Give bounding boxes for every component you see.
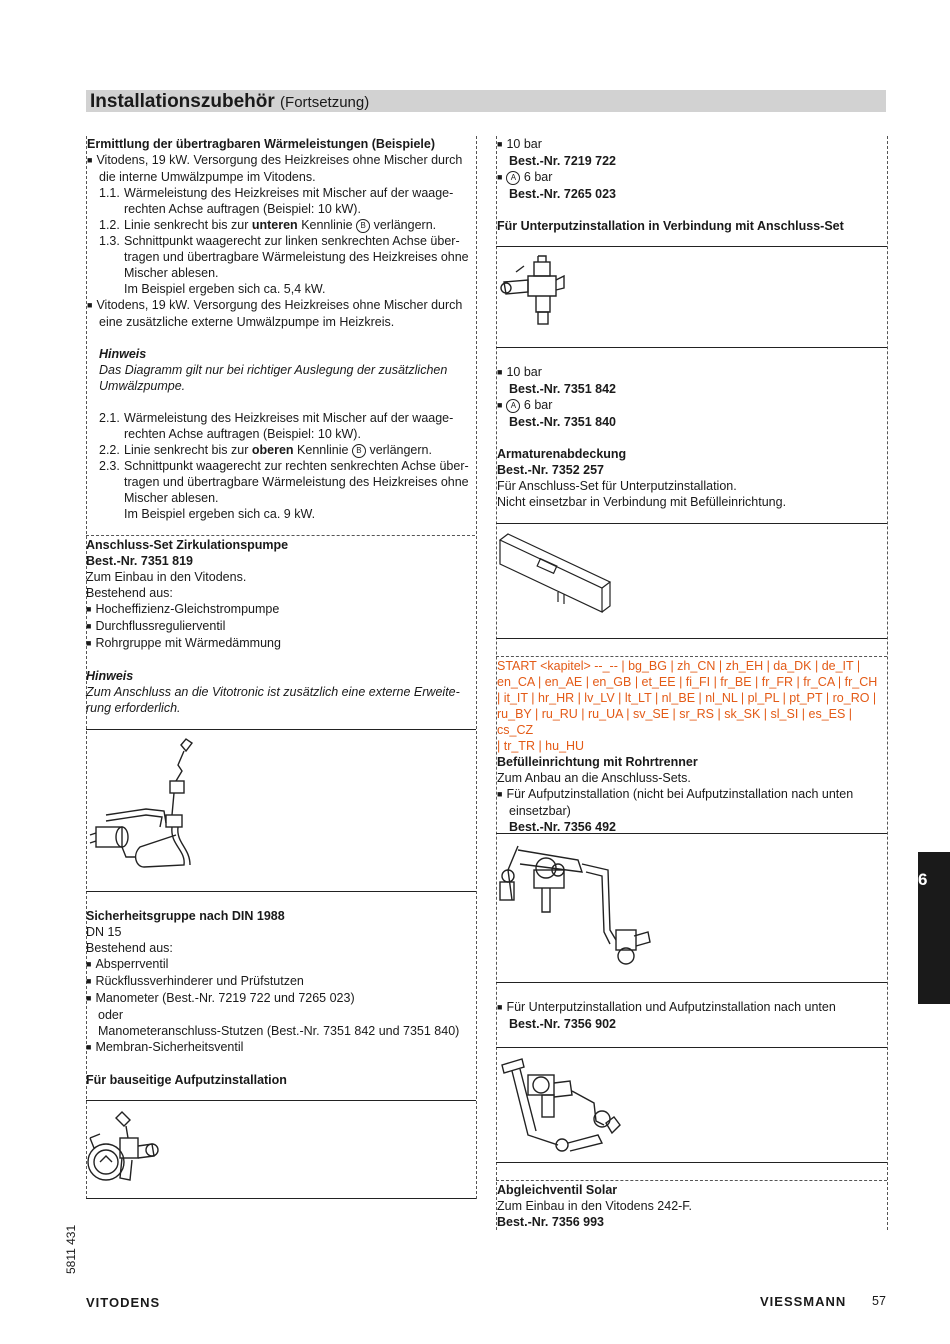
list-item-cont: die interne Umwälzpumpe im Vitodens. — [99, 170, 316, 184]
circulation-pump-illustration — [86, 735, 286, 885]
section-heading: Armaturenabdeckung — [497, 447, 627, 461]
body-text: DN 15 — [86, 925, 122, 939]
language-marker: START <kapitel> --_-- | bg_BG | zh_CN | zh_EH | da_DK | de_IT | — [497, 659, 861, 673]
subheading: Für bauseitige Aufputzinstallation — [86, 1073, 287, 1087]
step-number: 1.2. — [99, 218, 120, 232]
hint-text: Das Diagramm gilt nur bei richtiger Auslegung der zusätzlichen — [99, 363, 448, 377]
page-subtitle: (Fortsetzung) — [280, 94, 370, 111]
step-text: Mischer ablesen. — [124, 266, 219, 280]
list-item-cont: Manometeranschluss-Stutzen (Best.-Nr. 7351 842 und 7351 840) — [98, 1024, 460, 1038]
language-marker: ru_BY | ru_RU | ru_UA | sv_SE | sr_RS | sk_SK | sl_SI | es_ES | cs_CZ — [497, 707, 853, 737]
step-text-bold: oberen — [251, 443, 294, 457]
step-text: Im Beispiel ergeben sich ca. 5,4 kW. — [124, 282, 326, 296]
list-item: ■ Für Aufputzinstallation (nicht bei Aufputzinstallation nach unten — [497, 786, 889, 803]
list-item: 6 bar — [523, 170, 553, 184]
solar-balancing-valve-section — [497, 1182, 887, 1230]
list-item-cont: einsetzbar) — [509, 804, 571, 818]
order-number: Best.-Nr. 7356 902 — [509, 1017, 617, 1031]
page-number: 57 — [872, 1294, 886, 1308]
callout-badge: A — [506, 171, 520, 185]
step-text: tragen und übertragbare Wärmeleistung des Heizkreises ohne — [124, 475, 469, 489]
divider — [496, 1180, 887, 1181]
divider — [496, 833, 887, 834]
language-marker: en_CA | en_AE | en_GB | et_EE | fi_FI | fr_BE | fr_FR | fr_CA | fr_CH — [497, 675, 878, 689]
divider — [496, 982, 887, 983]
step-text: Kennlinie — [301, 218, 353, 232]
list-item: ■ Durchflussregulierventil — [86, 618, 475, 635]
section-heading: Anschluss-Set Zirkulationspumpe — [86, 538, 289, 552]
hint-title: Hinweis — [99, 347, 147, 361]
circulation-pump-section — [86, 537, 475, 716]
step-text-bold: unteren — [251, 218, 298, 232]
filling-device-variant-illustration — [498, 1055, 648, 1155]
divider — [496, 523, 887, 524]
chapter-tab[interactable] — [918, 852, 950, 1004]
body-text: Für Anschluss-Set für Unterputzinstallation. — [497, 479, 737, 493]
divider — [496, 246, 887, 247]
list-item-cont: eine zusätzliche externe Umwälzpumpe im Heizkreis. — [99, 315, 395, 329]
body-text: Zum Einbau in den Vitodens 242-F. — [497, 1199, 693, 1213]
manometer-stub-section — [497, 364, 887, 510]
order-number: Best.-Nr. 7356 993 — [497, 1215, 605, 1229]
divider — [86, 729, 476, 730]
list-item-cont: oder — [98, 1008, 124, 1022]
step-number: 1.1. — [99, 186, 120, 200]
order-number: Best.-Nr. 7351 842 — [509, 382, 617, 396]
divider — [496, 1047, 887, 1048]
order-number: Best.-Nr. 7356 492 — [509, 820, 617, 834]
callout-badge: B — [356, 219, 370, 233]
section-heading: Ermittlung der übertragbaren Wärmeleistungen (Beispiele) — [87, 137, 435, 151]
chapter-number: 6 — [918, 870, 928, 889]
step-number: 2.1. — [99, 411, 120, 425]
filling-device-illustration — [498, 840, 668, 970]
body-text: Bestehend aus: — [86, 586, 173, 600]
body-text: Zum Einbau in den Vitodens. — [86, 570, 247, 584]
list-item: ■ Vitodens, 19 kW. Versorgung des Heizkreises ohne Mischer durch — [87, 297, 476, 314]
hint-text: Umwälzpumpe. — [99, 379, 186, 393]
step-text: Mischer ablesen. — [124, 491, 219, 505]
list-item: ■ Rückflussverhinderer und Prüfstutzen — [86, 973, 475, 990]
callout-badge: B — [352, 444, 366, 458]
filling-device-section — [497, 658, 889, 835]
step-text: verlängern. — [369, 443, 432, 457]
divider — [496, 656, 887, 657]
hint-text: Zum Anschluss an die Vitotronic ist zusätzlich eine externe Erweite- — [86, 685, 460, 699]
filling-device-variant — [497, 999, 887, 1032]
language-marker: | tr_TR | hu_HU — [497, 739, 585, 753]
section-header — [86, 90, 886, 112]
divider — [86, 535, 475, 536]
step-text: verlängern. — [373, 218, 437, 232]
order-number: Best.-Nr. 7351 819 — [86, 554, 194, 568]
brand-logo: VIESSMANN — [760, 1294, 847, 1309]
step-text: Schnittpunkt waagerecht zur linken senkrechten Achse über- — [124, 234, 460, 248]
step-text: rechten Achse auftragen (Beispiel: 10 kW). — [124, 427, 361, 441]
subheading: Für Unterputzinstallation in Verbindung mit Anschluss-Set — [497, 219, 844, 233]
step-text: rechten Achse auftragen (Beispiel: 10 kW). — [124, 202, 361, 216]
divider — [496, 347, 887, 348]
body-text: Bestehend aus: — [86, 941, 173, 955]
divider — [496, 638, 887, 639]
hint-text: rung erforderlich. — [86, 701, 181, 715]
language-marker: | it_IT | hr_HR | lv_LV | lt_LT | nl_BE | nl_NL | pl_PL | pt_PT | ro_RO | — [497, 691, 877, 705]
divider — [496, 1162, 887, 1163]
step-text: Schnittpunkt waagerecht zur rechten senkrechten Achse über- — [124, 459, 469, 473]
list-item: ■ 10 bar — [497, 136, 887, 153]
list-item: ■ Rohrgruppe mit Wärmedämmung — [86, 635, 475, 652]
step-text: Im Beispiel ergeben sich ca. 9 kW. — [124, 507, 316, 521]
step-number: 2.2. — [99, 443, 120, 457]
body-text: Nicht einsetzbar in Verbindung mit Befülleinrichtung. — [497, 495, 787, 509]
list-item: ■ Für Unterputzinstallation und Aufputzinstallation nach unten — [497, 999, 887, 1016]
section-heading: Befülleinrichtung mit Rohrtrenner — [497, 755, 698, 769]
list-item: ■ Manometer (Best.-Nr. 7219 722 und 7265 023) — [86, 990, 475, 1007]
step-text: Kennlinie — [297, 443, 349, 457]
order-number: Best.-Nr. 7219 722 — [509, 154, 617, 168]
section-heading: Sicherheitsgruppe nach DIN 1988 — [86, 909, 285, 923]
callout-badge: A — [506, 399, 520, 413]
divider — [86, 891, 476, 892]
order-number: Best.-Nr. 7352 257 — [497, 463, 605, 477]
step-text: Wärmeleistung des Heizkreises mit Mischer auf der waage- — [124, 411, 454, 425]
list-item: ■ Hocheffizienz-Gleichstrompumpe — [86, 601, 475, 618]
manometer-illustration — [498, 252, 578, 332]
order-number: Best.-Nr. 7351 840 — [509, 415, 617, 429]
product-name: VITODENS — [86, 1295, 161, 1310]
document-number: 5811 431 — [64, 1224, 78, 1274]
body-text: Zum Anbau an die Anschluss-Sets. — [497, 771, 691, 785]
list-item: ■ Membran-Sicherheitsventil — [86, 1039, 475, 1056]
step-text: Wärmeleistung des Heizkreises mit Mischer auf der waage- — [124, 186, 454, 200]
order-number: Best.-Nr. 7265 023 — [509, 187, 617, 201]
list-item: ■ Vitodens, 19 kW. Versorgung des Heizkreises ohne Mischer durch — [87, 152, 476, 169]
step-text: Linie senkrecht bis zur — [124, 218, 249, 232]
section-heading: Abgleichventil Solar — [497, 1183, 618, 1197]
hint-title: Hinweis — [86, 669, 134, 683]
step-number: 1.3. — [99, 234, 120, 248]
step-text: tragen und übertragbare Wärmeleistung des Heizkreises ohne — [124, 250, 469, 264]
step-number: 2.3. — [99, 459, 120, 473]
fitting-cover-illustration — [498, 530, 618, 620]
divider — [86, 1198, 476, 1199]
safety-group-illustration — [86, 1108, 176, 1193]
list-item: ■ 10 bar — [497, 364, 887, 381]
list-item: 6 bar — [523, 398, 553, 412]
divider — [86, 1100, 476, 1101]
page-title: Installationszubehör (Fortsetzung) — [90, 91, 370, 112]
step-text: Linie senkrecht bis zur — [124, 443, 249, 457]
safety-group-section — [86, 908, 475, 1088]
list-item: ■ Absperrventil — [86, 956, 475, 973]
